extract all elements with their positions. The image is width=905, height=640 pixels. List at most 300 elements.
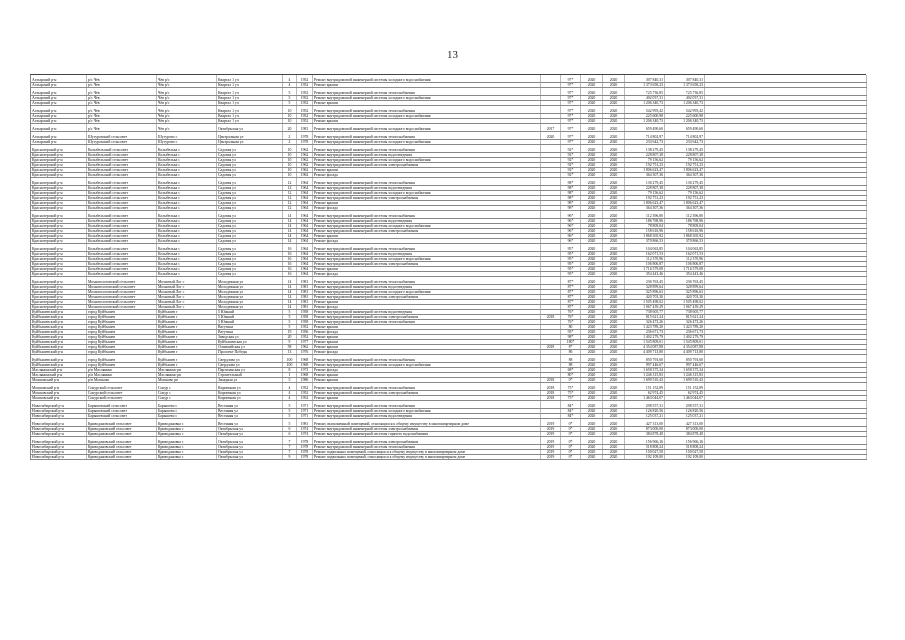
cell-cost-total: 364 307,36: [625, 206, 665, 211]
cell-plan-start: 2020: [581, 96, 603, 101]
cell-settlement: Криводановка с: [157, 455, 217, 460]
cell-year: 1952: [297, 383, 313, 391]
cell-street: Ватутина: [217, 330, 283, 335]
cell-wear: 76*: [561, 315, 581, 320]
cell-settlement: Колыбелька с: [157, 211, 217, 219]
cell-cost-funded: 1 246 315,83: [665, 373, 705, 378]
cell-plan-start: 2020: [581, 168, 603, 173]
cell-plan-start: 2020: [581, 432, 603, 437]
cell-work-type: Ремонт фасада: [313, 330, 541, 335]
cell-cost-funded: 1 067 439,29: [665, 305, 705, 310]
cell-wear: 97*: [561, 106, 581, 114]
cell-cost-total: 997 446,67: [625, 363, 665, 368]
cell-wear: 96*: [561, 224, 581, 229]
cell-municipality: Колыбельский сельсовет: [87, 201, 157, 206]
cell-house: 14: [283, 234, 297, 239]
cell-plan-end: 2020: [603, 186, 625, 191]
cell-municipality: Колыбельский сельсовет: [87, 229, 157, 234]
cell-plan-start: 2020: [581, 419, 603, 427]
cell-plan-end: 2020: [603, 295, 625, 300]
cell-settlement: Колыбелька с: [157, 196, 217, 201]
cell-house: 20: [283, 335, 297, 340]
cell-house: 2: [283, 132, 297, 140]
cell-settlement: Куйбышев г: [157, 363, 217, 368]
cell-house: 9: [283, 455, 297, 460]
cell-house: 10: [283, 106, 297, 114]
cell-work-type: Ремонт фасада: [313, 305, 541, 310]
cell-year: 1978: [297, 132, 313, 140]
cell-work-type: Ремонт внутридомовой инженерной системы холодного водоснабжения: [313, 191, 541, 196]
cell-municipality: Криводановский сельсовет: [87, 419, 157, 427]
cell-district: Куйбышевский р-н: [31, 325, 87, 330]
cell-house: 100: [283, 363, 297, 368]
cell-street: Молодежная ул: [217, 285, 283, 290]
cell-cost-total: 1 505 498,02: [625, 300, 665, 305]
cell-district: Новосибирский р-н: [31, 455, 87, 460]
cell-work-type: Ремонт внутридомовой инженерной системы теплоснабжения: [313, 320, 541, 325]
cell-street: Садовая ул: [217, 239, 283, 244]
cell-district: Куйбышевский р-н: [31, 335, 87, 340]
cell-plan-start: 2020: [581, 427, 603, 432]
cell-house: 16: [283, 262, 297, 267]
cell-cost-total: 1 246 315,83: [625, 373, 665, 378]
cell-year: 1964: [297, 262, 313, 267]
cell-cost-total: 384 878,40: [625, 432, 665, 437]
cell-prev-year: 2018: [541, 396, 561, 401]
cell-district: Краснозерский р-н: [31, 229, 87, 234]
cell-municipality: Шугуровский сельсовет: [87, 140, 157, 145]
cell-cost-total: 307 840,31: [625, 75, 665, 83]
cell-plan-end: 2020: [603, 285, 625, 290]
cell-plan-start: 2020: [581, 368, 603, 373]
cell-work-type: Ремонт крыши: [313, 378, 541, 383]
cell-plan-start: 2020: [581, 201, 603, 206]
cell-plan-end: 2020: [603, 368, 625, 373]
cell-plan-end: 2020: [603, 432, 625, 437]
cell-house: 12: [283, 201, 297, 206]
cell-district: Краснозерский р-н: [31, 201, 87, 206]
cell-work-type: Ремонт внутридомовой инженерной системы теплоснабжения: [313, 277, 541, 285]
cell-cost-funded: 1 868 305,92: [665, 234, 705, 239]
cell-district: Новосибирский р-н: [31, 427, 87, 432]
cell-house: 10: [283, 153, 297, 158]
cell-work-type: Ремонт крыши: [313, 325, 541, 330]
cell-cost-total: 1 373 658,23: [625, 83, 665, 88]
cell-work-type: Ремонт внутридомовой инженерной системы холодного водоснабжения: [313, 140, 541, 145]
cell-street: Квартал 1 уч: [217, 114, 283, 119]
cell-street: Весенняя ул: [217, 401, 283, 409]
cell-municipality: Криводановский сельсовет: [87, 427, 157, 432]
cell-cost-total: 1 868 305,92: [625, 234, 665, 239]
cell-settlement: Сокур с: [157, 391, 217, 396]
cell-plan-end: 2020: [603, 106, 625, 114]
table-row: [31, 145, 867, 153]
cell-work-type: Ремонт крыши: [313, 234, 541, 239]
cell-settlement: Куйбышев г: [157, 315, 217, 320]
cell-cost-total: 850 793,60: [625, 355, 665, 363]
table-row: [31, 401, 867, 409]
cell-cost-funded: 192 751,23: [665, 196, 705, 201]
cell-work-type: Ремонт фасада: [313, 173, 541, 178]
table-row: [31, 211, 867, 219]
cell-work-type: Ремонт внутридомовой инженерной системы теплоснабжения: [313, 401, 541, 409]
cell-house: 20: [283, 124, 297, 132]
cell-municipality: Криводановский сельсовет: [87, 450, 157, 455]
cell-plan-start: 2020: [581, 437, 603, 445]
cell-street: Октябрьская ул: [217, 445, 283, 450]
cell-year: 1968: [297, 373, 313, 378]
cell-house: 58: [283, 345, 297, 350]
cell-house: 5: [283, 401, 297, 409]
cell-plan-end: 2020: [603, 310, 625, 315]
cell-municipality: Криводановский сельсовет: [87, 437, 157, 445]
cell-house: 10: [283, 168, 297, 173]
cell-work-type: Ремонт подвальных помещений, относящихся к общему имуществу в многоквартирном доме: [313, 450, 541, 455]
cell-municipality: город Куйбышев: [87, 320, 157, 325]
cell-year: 1964: [297, 191, 313, 196]
cell-district: Краснозерский р-н: [31, 191, 87, 196]
cell-settlement: Мохнатый Лог с: [157, 295, 217, 300]
cell-cost-funded: 420 703,30: [665, 295, 705, 300]
cell-cost-total: 130 279,45: [625, 178, 665, 186]
cell-wear: 0*: [561, 437, 581, 445]
cell-cost-funded: 328 899,64: [665, 285, 705, 290]
cell-cost-total: 1 658 375,34: [625, 368, 665, 373]
cell-wear: 80*: [561, 373, 581, 378]
cell-plan-start: 2020: [581, 229, 603, 234]
cell-house: 14: [283, 229, 297, 234]
cell-wear: 98*: [561, 335, 581, 340]
cell-plan-end: 2020: [603, 383, 625, 391]
cell-plan-start: 2020: [581, 101, 603, 106]
cell-plan-start: 2020: [581, 363, 603, 368]
cell-district: Ахтырский р-н: [31, 88, 87, 96]
cell-district: Новосибирский р-н: [31, 437, 87, 445]
cell-street: Садовая ул: [217, 229, 283, 234]
cell-municipality: Колыбельский сельсовет: [87, 272, 157, 277]
cell-cost-total: 420 703,30: [625, 295, 665, 300]
cell-street: Садовая ул: [217, 272, 283, 277]
cell-municipality: р/п Маслянино: [87, 368, 157, 373]
cell-plan-start: 2020: [581, 305, 603, 310]
cell-cost-funded: 162 071,53: [665, 252, 705, 257]
cell-prev-year: [541, 244, 561, 252]
cell-cost-funded: 106 806,87: [665, 262, 705, 267]
cell-cost-funded: 298 557,31: [665, 401, 705, 409]
cell-street: Строительный: [217, 373, 283, 378]
table-row: [31, 178, 867, 186]
cell-year: 1962: [297, 153, 313, 158]
cell-wear: 97*: [561, 132, 581, 140]
cell-district: Ахтырский р-н: [31, 106, 87, 114]
cell-plan-end: 2020: [603, 290, 625, 295]
cell-district: Краснозерский р-н: [31, 186, 87, 191]
cell-plan-start: 2020: [581, 178, 603, 186]
cell-street: Заводская ул: [217, 335, 283, 340]
cell-house: 19: [283, 330, 297, 335]
cell-wear: 97*: [561, 83, 581, 88]
cell-cost-total: 156 966,16: [625, 437, 665, 445]
cell-cost-total: 125 037,21: [625, 414, 665, 419]
cell-wear: 0*: [561, 427, 581, 432]
cell-cost-funded: 78 809,04: [665, 224, 705, 229]
cell-wear: 98*: [561, 178, 581, 186]
cell-municipality: р/с Чёв: [87, 75, 157, 83]
cell-wear: 96*: [561, 219, 581, 224]
cell-wear: 0*: [561, 455, 581, 460]
cell-street: Садовая ул: [217, 262, 283, 267]
cell-cost-funded: 714 802,97: [665, 132, 705, 140]
cell-blank: [705, 106, 867, 114]
cell-settlement: Колыбелька с: [157, 163, 217, 168]
cell-district: Новосибирский р-н: [31, 419, 87, 427]
cell-work-type: Ремонт внутридомовой инженерной системы холодного водоснабжения: [313, 257, 541, 262]
cell-cost-total: 1 206 340,73: [625, 119, 665, 124]
cell-plan-start: 2020: [581, 335, 603, 340]
cell-house: 5: [283, 88, 297, 96]
cell-plan-start: 2020: [581, 224, 603, 229]
cell-street: Садовая ул: [217, 224, 283, 229]
cell-work-type: Ремонт фасада: [313, 272, 541, 277]
cell-cost-total: 112 396,80: [625, 211, 665, 219]
cell-work-type: Ремонт внутридомовой инженерной системы электроснабжения: [313, 437, 541, 445]
cell-work-type: Ремонт внутридомовой инженерной системы водоотведения: [313, 252, 541, 257]
cell-cost-total: 364 307,36: [625, 173, 665, 178]
cell-street: Садовая ул: [217, 186, 283, 191]
cell-municipality: Криводановский сельсовет: [87, 432, 157, 437]
cell-plan-end: 2020: [603, 206, 625, 211]
cell-plan-start: 2020: [581, 114, 603, 119]
cell-plan-end: 2020: [603, 257, 625, 262]
cell-cost-funded: 1 402 279,79: [665, 335, 705, 340]
cell-district: Краснозерский р-н: [31, 295, 87, 300]
table-row: [31, 124, 867, 132]
cell-plan-start: 2020: [581, 300, 603, 305]
cell-settlement: Колыбелька с: [157, 244, 217, 252]
cell-prev-year: 2018: [541, 391, 561, 396]
cell-street: Октябрьская ул: [217, 450, 283, 455]
cell-settlement: Барышево с: [157, 401, 217, 409]
cell-municipality: Колыбельский сельсовет: [87, 219, 157, 224]
cell-municipality: Колыбельский сельсовет: [87, 191, 157, 196]
cell-wear: 75*: [561, 383, 581, 391]
cell-district: Краснозерский р-н: [31, 206, 87, 211]
cell-cost-funded: 725 736,85: [665, 88, 705, 96]
cell-settlement: Шугурово с: [157, 132, 217, 140]
cell-district: Ахтырский р-н: [31, 132, 87, 140]
cell-prev-year: [541, 88, 561, 96]
cell-year: 1964: [297, 267, 313, 272]
cell-prev-year: [541, 145, 561, 153]
cell-work-type: Ремонт внутридомовой инженерной системы теплоснабжения: [313, 106, 541, 114]
cell-plan-end: 2020: [603, 158, 625, 163]
cell-house: 10: [283, 145, 297, 153]
cell-prev-year: 2018: [541, 383, 561, 391]
cell-year: 1964: [297, 206, 313, 211]
cell-district: Куйбышевский р-н: [31, 340, 87, 345]
cell-plan-end: 2020: [603, 196, 625, 201]
table-row: [31, 355, 867, 363]
cell-cost-total: 225 600,98: [625, 114, 665, 119]
cell-year: 1952: [297, 335, 313, 340]
cell-district: Краснозерский р-н: [31, 257, 87, 262]
cell-plan-start: 2020: [581, 350, 603, 355]
cell-house: 5: [283, 419, 297, 427]
cell-settlement: Чёв р/с: [157, 96, 217, 101]
cell-plan-start: 2020: [581, 414, 603, 419]
cell-wear: 75*: [561, 391, 581, 396]
cell-work-type: Ремонт внутридомовой инженерной системы горячего водоснабжения: [313, 432, 541, 437]
cell-house: 10: [283, 158, 297, 163]
cell-work-type: Ремонт внутридомовой инженерной системы холодного водоснабжения: [313, 409, 541, 414]
cell-district: Краснозерский р-н: [31, 272, 87, 277]
cell-plan-start: 2020: [581, 252, 603, 257]
cell-plan-start: 2020: [581, 234, 603, 239]
cell-prev-year: 2019: [541, 445, 561, 450]
cell-municipality: Колыбельский сельсовет: [87, 224, 157, 229]
cell-district: Краснозерский р-н: [31, 305, 87, 310]
cell-wear: 84*: [561, 414, 581, 419]
cell-cost-total: 192 751,23: [625, 196, 665, 201]
cell-cost-total: 326 473,26: [625, 320, 665, 325]
cell-district: Краснозерский р-н: [31, 178, 87, 186]
cell-house: 4: [283, 391, 297, 396]
cell-work-type: Ремонт крыши: [313, 267, 541, 272]
cell-street: Квартал 1 уч: [217, 88, 283, 96]
cell-municipality: Сокурский сельсовет: [87, 396, 157, 401]
cell-municipality: город Куйбышев: [87, 350, 157, 355]
cell-plan-start: 2020: [581, 158, 603, 163]
cell-plan-start: 2020: [581, 401, 603, 409]
cell-year: 1962: [297, 163, 313, 168]
cell-settlement: Куйбышев г: [157, 325, 217, 330]
cell-settlement: Криводановка с: [157, 419, 217, 427]
cell-year: 1978: [297, 455, 313, 460]
cell-year: 1964: [297, 211, 313, 219]
cell-wear: 92*: [561, 168, 581, 173]
cell-cost-total: 1 463 044,07: [625, 396, 665, 401]
cell-street: Садовая ул: [217, 201, 283, 206]
cell-plan-end: 2020: [603, 178, 625, 186]
cell-cost-total: 1 806 623,47: [625, 168, 665, 173]
cell-settlement: Барышево с: [157, 414, 217, 419]
cell-district: Мошковский р-н: [31, 391, 87, 396]
cell-work-type: Ремонт внутридомовой инженерной системы теплоснабжения: [313, 244, 541, 252]
cell-plan-end: 2020: [603, 219, 625, 224]
cell-wear: 68*: [561, 368, 581, 373]
cell-settlement: Колыбелька с: [157, 257, 217, 262]
cell-plan-end: 2020: [603, 101, 625, 106]
cell-cost-total: 1 423 789,20: [625, 325, 665, 330]
cell-wear: 0*: [561, 445, 581, 450]
cell-house: 4: [283, 396, 297, 401]
cell-year: 1973: [297, 368, 313, 373]
cell-work-type: Ремонт фасада: [313, 350, 541, 355]
cell-year: 1971: [297, 414, 313, 419]
cell-municipality: город Куйбышев: [87, 310, 157, 315]
cell-prev-year: 2018: [541, 378, 561, 383]
cell-municipality: Колыбельский сельсовет: [87, 196, 157, 201]
cell-plan-end: 2020: [603, 455, 625, 460]
cell-house: 7: [283, 450, 297, 455]
cell-prev-year: 2017: [541, 124, 561, 132]
cell-cost-funded: 150 027,50: [665, 450, 705, 455]
cell-cost-funded: 518 808,24: [665, 445, 705, 450]
cell-wear: 75*: [561, 396, 581, 401]
cell-municipality: Колыбельский сельсовет: [87, 211, 157, 219]
cell-house: 12: [283, 191, 297, 196]
cell-work-type: Ремонт внутридомовой инженерной системы холодного водоснабжения: [313, 363, 541, 368]
cell-district: Краснозерский р-н: [31, 239, 87, 244]
cell-municipality: город Куйбышев: [87, 355, 157, 363]
cell-settlement: Куйбышев г: [157, 330, 217, 335]
cell-cost-funded: 659 490,60: [665, 124, 705, 132]
cell-wear: 95*: [561, 262, 581, 267]
cell-cost-total: 228 807,38: [625, 186, 665, 191]
cell-work-type: Ремонт внутридомовой инженерной системы водоотведения: [313, 414, 541, 419]
cell-plan-start: 2020: [581, 378, 603, 383]
cell-year: 1958: [297, 320, 313, 325]
cell-cost-total: 1 716 579,08: [625, 267, 665, 272]
cell-plan-start: 2020: [581, 145, 603, 153]
cell-district: Новосибирский р-н: [31, 401, 87, 409]
cell-work-type: Ремонт внутридомовой инженерной системы электроснабжения: [313, 427, 541, 432]
cell-work-type: Ремонт подвальных помещений, относящихся к общему имуществу в многоквартирном доме: [313, 455, 541, 460]
cell-street: Садовая ул: [217, 153, 283, 158]
cell-plan-end: 2020: [603, 419, 625, 427]
cell-house: 16: [283, 257, 297, 262]
cell-cost-total: 106 806,87: [625, 262, 665, 267]
cell-plan-start: 2020: [581, 277, 603, 285]
cell-plan-end: 2020: [603, 335, 625, 340]
cell-work-type: Ремонт внутридомовой инженерной системы теплоснабжения: [313, 145, 541, 153]
cell-cost-funded: 130 279,45: [665, 178, 705, 186]
cell-plan-start: 2020: [581, 186, 603, 191]
cell-prev-year: [541, 75, 561, 83]
cell-street: Проспект Победы: [217, 350, 283, 355]
cell-district: Маслянинский р-н: [31, 368, 87, 373]
cell-municipality: Колыбельский сельсовет: [87, 178, 157, 186]
cell-street: Квартал 1 уч: [217, 83, 283, 88]
cell-cost-total: 104 063,85: [625, 244, 665, 252]
cell-cost-funded: 997 446,67: [665, 363, 705, 368]
cell-district: Куйбышевский р-н: [31, 345, 87, 350]
cell-district: Краснозерский р-н: [31, 252, 87, 257]
cell-year: 1964: [297, 272, 313, 277]
cell-house: 2: [283, 140, 297, 145]
cell-settlement: Барышево с: [157, 409, 217, 414]
cell-plan-end: 2020: [603, 427, 625, 432]
cell-work-type: Ремонт крыши: [313, 168, 541, 173]
cell-municipality: Колыбельский сельсовет: [87, 186, 157, 191]
cell-settlement: Колыбелька с: [157, 153, 217, 158]
cell-year: 1981: [297, 300, 313, 305]
cell-cost-funded: 1 699 510,43: [665, 378, 705, 383]
cell-plan-end: 2020: [603, 234, 625, 239]
cell-wear: 97*: [561, 88, 581, 96]
cell-cost-funded: 186 768,96: [665, 219, 705, 224]
cell-house: 5: [283, 378, 297, 383]
cell-year: 1964: [297, 239, 313, 244]
cell-work-type: Ремонт внутридомовой инженерной системы холодного водоснабжения: [313, 96, 541, 101]
cell-wear: 0*: [561, 378, 581, 383]
cell-work-type: Ремонт фасада: [313, 239, 541, 244]
cell-settlement: Криводановка с: [157, 427, 217, 432]
table-row: [31, 132, 867, 140]
cell-work-type: Ремонт крыши: [313, 396, 541, 401]
cell-street: Садовая ул: [217, 219, 283, 224]
cell-work-type: Ремонт внутридомовой инженерной системы теплоснабжения: [313, 178, 541, 186]
